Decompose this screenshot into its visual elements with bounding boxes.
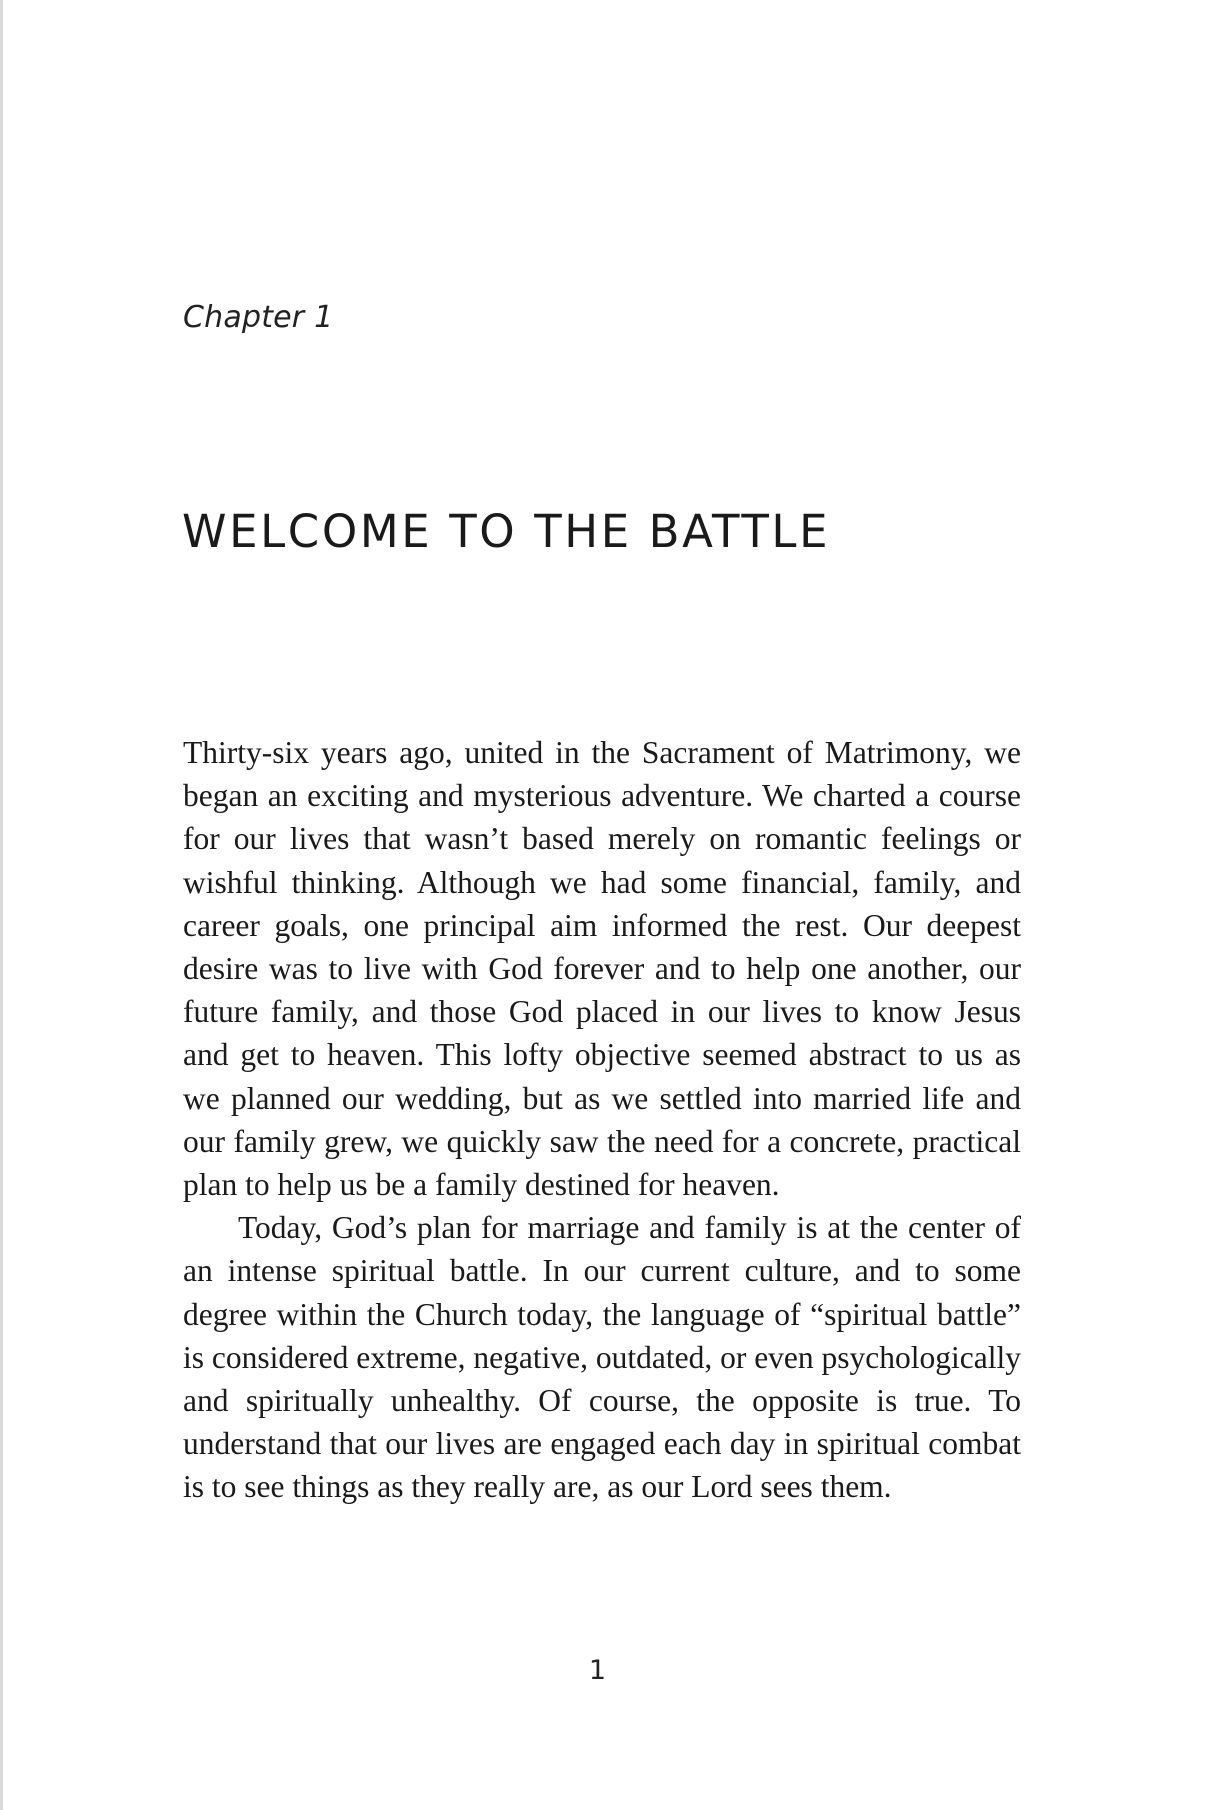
page-edge-line [0, 0, 3, 1810]
paragraph-1: Thirty-six years ago, united in the Sacrament of Matrimony, we began an exciting and mysterious adventure. We charted a course for our lives that wasn’t based merely on romantic feelings or wishful thinking. Although we had some financial, family, and career goals, one principal aim informed the rest. Our deepest desire was to live with God forever and to help one another, our future family, and those God placed in our lives to know Jesus and get to heaven. This lofty objective seemed abstract to us as we planned our wedding, but as we settled into married life and our family grew, we quickly saw the need for a concrete, practical plan to help us be a family destined for heaven. [183, 735, 1021, 1203]
page-number: 1 [588, 1655, 607, 1686]
chapter-title: WELCOME TO THE BATTLE [182, 505, 831, 558]
chapter-label: Chapter 1 [183, 300, 334, 335]
body-text [183, 731, 1021, 1509]
paragraph-2: Today, God’s plan for marriage and family is at the center of an intense spiritual battle. In our current culture, and to some degree within the Church today, the language of “spiritual battle” is considered extreme, negative, outdated, or even psychologically and spiritually unhealthy. Of course, the opposite is true. To understand that our lives are engaged each day in spiritual combat is to see things as they really are, as our Lord sees them. [183, 1210, 1021, 1505]
